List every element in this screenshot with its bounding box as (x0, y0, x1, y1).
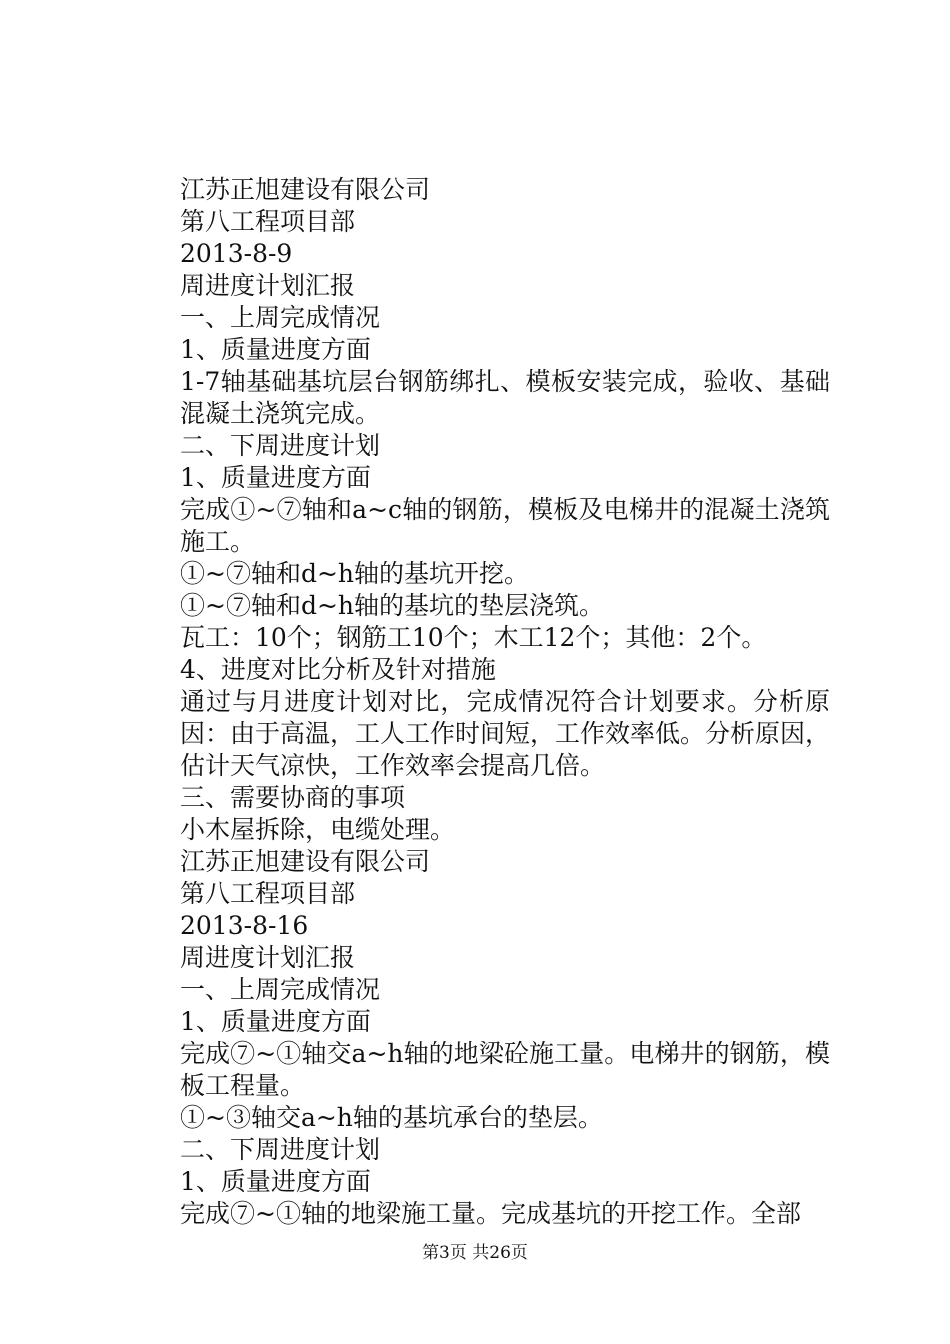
report-title: 周进度计划汇报 (180, 943, 356, 972)
section-heading: 二、下周进度计划 (180, 431, 381, 460)
department-name: 第八工程项目部 (180, 879, 356, 908)
page-footer: 第3页 共26页 (422, 1243, 528, 1263)
section-heading: 三、需要协商的事项 (180, 783, 406, 812)
subsection-heading: 1、质量进度方面 (180, 335, 371, 364)
department-name: 第八工程项目部 (180, 207, 356, 236)
paragraph: 完成⑦~①轴交a~h轴的地梁砼施工量。电梯井的钢筋，模板工程量。 (180, 1039, 830, 1100)
report-date: 2013-8-9 (180, 239, 293, 268)
subsection-heading: 4、进度对比分析及针对措施 (180, 655, 496, 684)
paragraph: 瓦工：10个；钢筋工10个；木工12个；其他：2个。 (180, 623, 767, 652)
subsection-heading: 1、质量进度方面 (180, 463, 371, 492)
paragraph: ①~⑦轴和d~h轴的基坑的垫层浇筑。 (180, 591, 605, 620)
paragraph: 1-7轴基础基坑层台钢筋绑扎、模板安装完成，验收、基础混凝土浇筑完成。 (180, 367, 830, 428)
paragraph: 完成①~⑦轴和a~c轴的钢筋，模板及电梯井的混凝土浇筑施工。 (180, 495, 830, 556)
paragraph: 小木屋拆除，电缆处理。 (180, 815, 456, 844)
subsection-heading: 1、质量进度方面 (180, 1007, 371, 1036)
paragraph: 通过与月进度计划对比，完成情况符合计划要求。分析原因：由于高温，工人工作时间短，工作效率低。分析原因，估计天气凉快，工作效率会提高几倍。 (180, 687, 831, 780)
company-name: 江苏正旭建设有限公司 (180, 847, 431, 876)
subsection-heading: 1、质量进度方面 (180, 1167, 371, 1196)
paragraph: 完成⑦~①轴的地梁施工量。完成基坑的开挖工作。全部 (180, 1199, 801, 1228)
section-heading: 一、上周完成情况 (180, 975, 381, 1004)
section-heading: 一、上周完成情况 (180, 303, 381, 332)
section-heading: 二、下周进度计划 (180, 1135, 381, 1164)
paragraph: ①~③轴交a~h轴的基坑承台的垫层。 (180, 1103, 603, 1132)
paragraph: ①~⑦轴和d~h轴的基坑开挖。 (180, 559, 530, 588)
report-title: 周进度计划汇报 (180, 271, 356, 300)
report-date: 2013-8-16 (180, 911, 309, 940)
company-name: 江苏正旭建设有限公司 (180, 175, 431, 204)
